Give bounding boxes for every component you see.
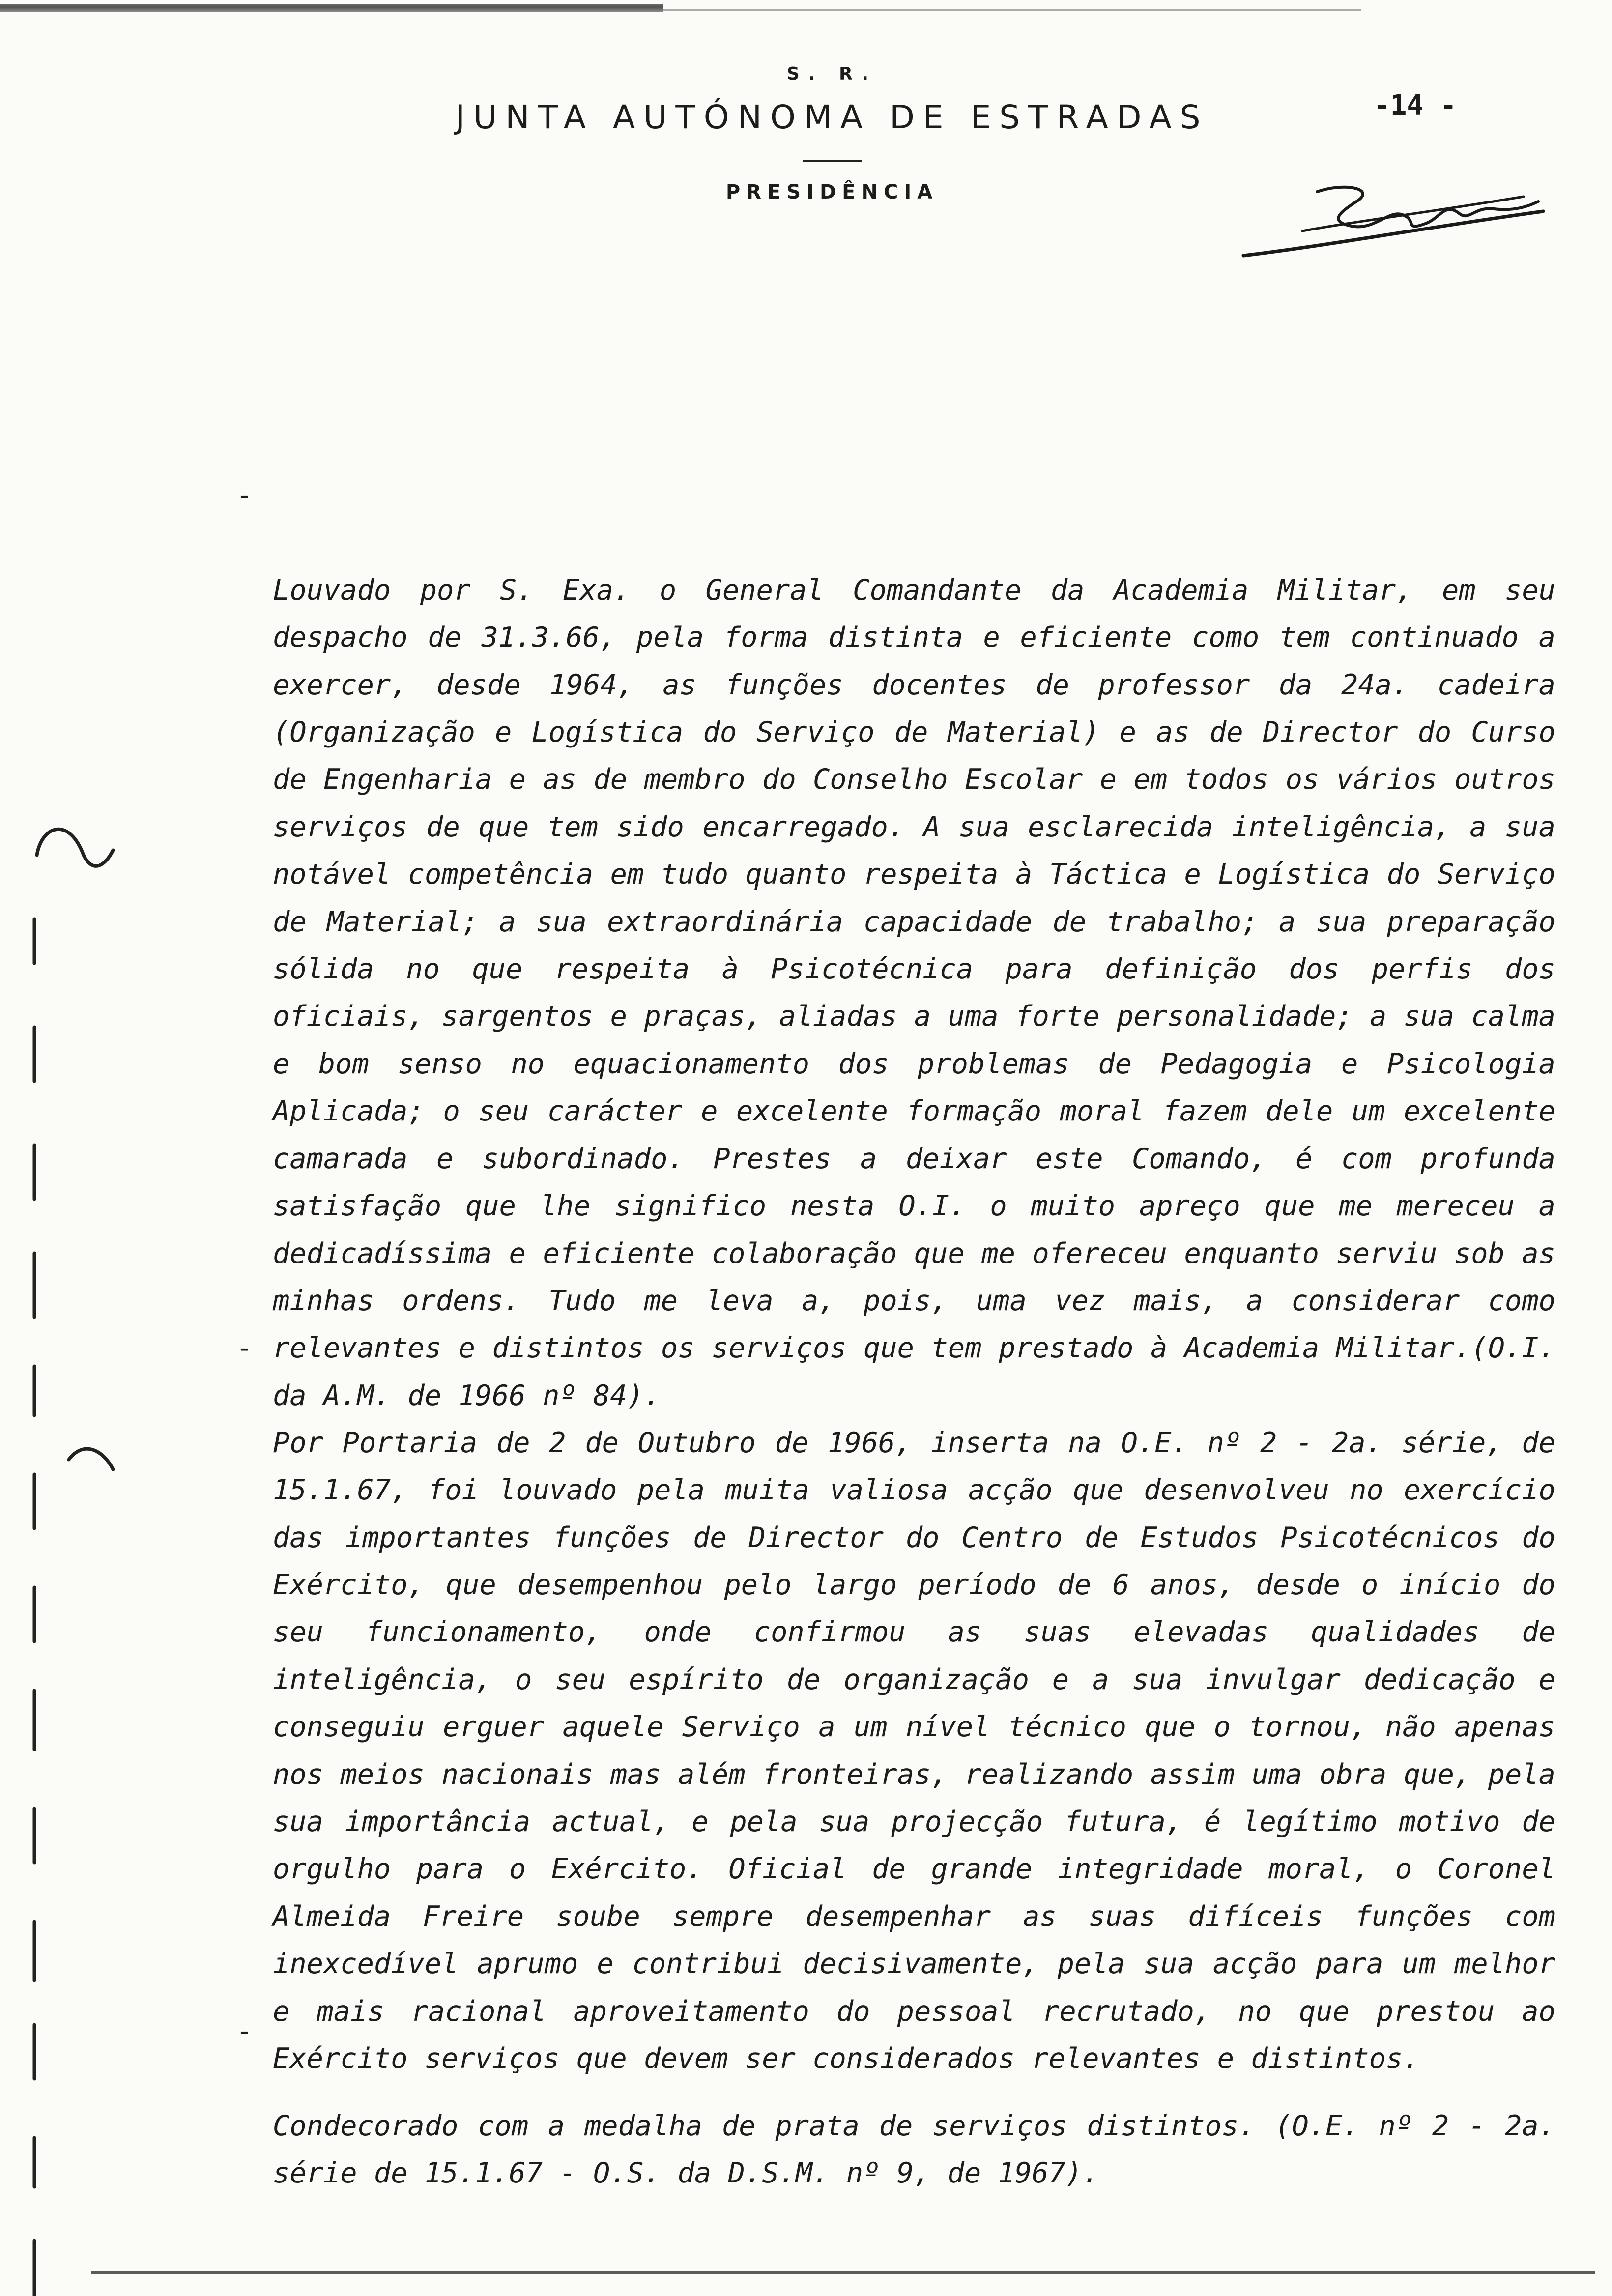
header-organization: JUNTA AUTÓNOMA DE ESTRADAS (455, 98, 1209, 136)
bottom-scan-edge-line (91, 2271, 1595, 2274)
entry-text: Louvado por S. Exa. o General Comandante da Academia Militar, em seu despacho de 31.3.66, pela forma distinta e eficiente como tem continuado a exercer, desde 1964, as funções docentes de professor da 24a. cadeira (Organização e Logística do Serviço de Material) e as de Director do Curso de Engenharia e as de membro do Conselho Escolar e em todos os vários outros serviços de que tem sido encarregado. A sua esclarecida inteligência, a sua notável competência em tudo quanto respeita à Táctica e Logística do Serviço de Material; a sua extraordinária capacidade de trabalho; a sua preparação sólida no que respeita à Psicotécnica para definição dos perfis dos oficiais, sargentos e praças, aliadas a uma forte personalidade; a sua calma e bom senso no equacionamento dos problemas de Pedagogia e Psicologia Aplicada; o seu carácter e excelente formação moral fazem dele um excelente camarada e subordinado. Prestes a deixar este Comando, é com profunda satisfação que lhe significo nesta O.I. o muito apreço que me mereceu a dedicadíssima e eficiente colaboração que me ofereceu enquanto serviu sob as minhas ordens. Tudo me leva a, pois, uma vez mais, a considerar como relevantes e distintos os serviços que tem prestado à Academia Militar.(O.I. da A.M. de 1966 nº 84). (273, 574, 1555, 1412)
entry-dash: - (236, 2015, 253, 2047)
entry-decoration (236, 2008, 1555, 2197)
entry-text: Por Portaria de 2 de Outubro de 1966, inserta na O.E. nº 2 - 2a. série, de 15.1.67, foi louvado pela muita valiosa acção que desenvolveu no exercício das importantes funções de Director do Centro de Estudos Psicotécnicos do Exército, que desempenhou pelo largo período de 6 anos, desde o início do seu funcionamento, onde confirmou as suas elevadas qualidades de inteligência, o seu espírito de organização e a sua invulgar dedicação e conseguiu erguer aquele Serviço a um nível técnico que o tornou, não apenas nos meios nacionais mas além fronteiras, realizando assim uma obra que, pela sua importância actual, e pela sua projecção futura, é legítimo motivo de orgulho para o Exército. Oficial de grande integridade moral, o Coronel Almeida Freire soube sempre desempenhar as suas difíceis funções com inexcedível aprumo e contribui decisivamente, pela sua acção para um melhor e mais racional aproveitamento do pessoal recrutado, no que prestou ao Exército serviços que devem ser considerados relevantes e distintos. (273, 1426, 1555, 2075)
entry-dash: - (236, 1332, 253, 1364)
handwritten-signature (1229, 172, 1553, 270)
entry-dash: - (236, 479, 253, 512)
header-sr: S. R. (786, 64, 878, 84)
entry-praise-academia-militar (236, 472, 1555, 1419)
header-divider (803, 160, 862, 162)
header-department: PRESIDÊNCIA (725, 181, 939, 203)
entry-praise-portaria (236, 1324, 1555, 2083)
page-number: -14 - (1374, 89, 1457, 121)
entry-text: Condecorado com a medalha de prata de serviços distintos. (O.E. nº 2 - 2a. série de 15.1.67 - O.S. da D.S.M. nº 9, de 1967). (273, 2109, 1555, 2190)
top-scan-edge-line-thin (663, 9, 1361, 11)
margin-scan-marks (0, 0, 147, 2296)
